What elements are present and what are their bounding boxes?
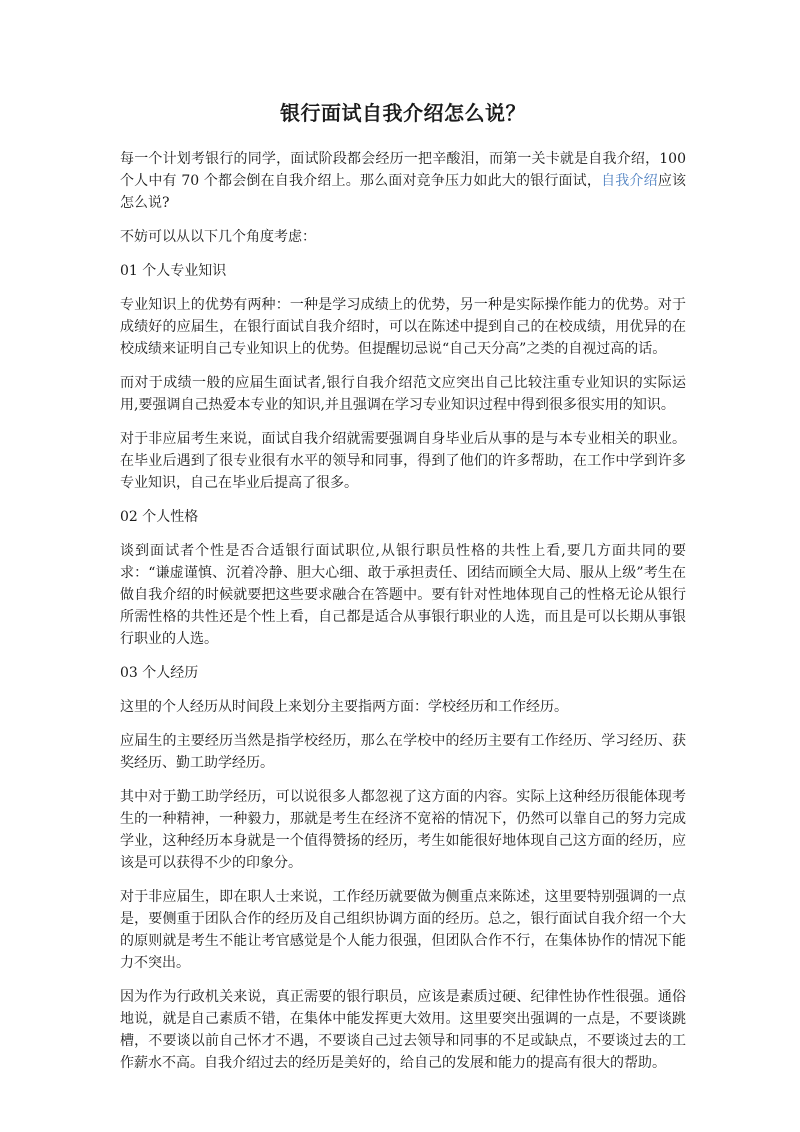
- lead-paragraph: 不妨可以从以下几个角度考虑：: [120, 229, 316, 245]
- intro-text-before: 每一个计划考银行的同学，面试阶段都会经历一把辛酸泪，而第一关卡就是自我介绍，100个人中有 70 个都会倒在自我介绍上。那么面对竞争压力如此大的银行面试，: [120, 151, 686, 189]
- paragraph: 专业知识上的优势有两种：一种是学习成绩上的优势，另一种是实际操作能力的优势。对于成绩好的应届生，在银行面试自我介绍时，可以在陈述中提到自己的在校成绩，用优异的在校成绩来证明自己专业知识上的优势。但提醒切忌说“自己天分高”之类的自视过高的话。: [120, 297, 686, 357]
- paragraph: 因为作为行政机关来说，真正需要的银行职员，应该是素质过硬、纪律性协作性很强。通俗地说，就是自己素质不错，在集体中能发挥更大效用。这里要突出强调的一点是，不要谈跳槽，不要谈以前自己怀才不遇，不要谈自己过去领导和同事的不足或缺点，不要谈过去的工作薪水不高。自我介绍过去的经历是美好的，给自己的发展和能力的提高有很大的帮助。: [120, 989, 686, 1071]
- paragraph: 而对于成绩一般的应届生面试者,银行自我介绍范文应突出自己比较注重专业知识的实际运用,要强调自己热爱本专业的知识,并且强调在学习专业知识过程中得到很多很实用的知识。: [120, 375, 686, 413]
- paragraph: 应届生的主要经历当然是指学校经历，那么在学校中的经历主要有工作经历、学习经历、获奖经历、勤工助学经历。: [120, 733, 686, 771]
- intro-paragraph: [120, 148, 686, 214]
- paragraph: 这里的个人经历从时间段上来划分主要指两方面：学校经历和工作经历。: [120, 699, 568, 715]
- intro-text-after: 应该怎么说?: [120, 173, 686, 211]
- document-page: [120, 98, 686, 1086]
- section-heading-professional-knowledge: 01 个人专业知识: [120, 263, 227, 279]
- section-heading-personality: 02 个人性格: [120, 509, 199, 525]
- paragraph: 其中对于勤工助学经历，可以说很多人都忽视了这方面的内容。实际上这种经历很能体现考生的一种精神，一种毅力，那就是考生在经济不宽裕的情况下，仍然可以靠自己的努力完成学业，这种经历本身就是一个值得赞扬的经历，考生如能很好地体现自己这方面的经历，应该是可以获得不少的印象分。: [120, 789, 686, 871]
- section-heading-experience: 03 个人经历: [120, 665, 199, 681]
- paragraph: 对于非应届生，即在职人士来说，工作经历就要做为侧重点来陈述，这里要特别强调的一点是，要侧重于团队合作的经历及自己组织协调方面的经历。总之，银行面试自我介绍一个大的原则就是考生不能让考官感觉是个人能力很强，但团队合作不行，在集体协作的情况下能力不突出。: [120, 889, 686, 971]
- document-title: 银行面试自我介绍怎么说？: [280, 101, 526, 125]
- paragraph: 谈到面试者个性是否合适银行面试职位,从银行职员性格的共性上看,要几方面共同的要求：“谦虚谨慎、沉着冷静、胆大心细、敢于承担责任、团结而顾全大局、服从上级”考生在做自我介绍的时候就要把这些要求融合在答题中。要有针对性地体现自己的性格无论从银行所需性格的共性还是个性上看，自己都是适合从事银行职业的人选，而且是可以长期从事银行职业的人选。: [120, 543, 686, 647]
- self-intro-link[interactable]: 自我介绍: [601, 173, 658, 189]
- paragraph: 对于非应届考生来说，面试自我介绍就需要强调自身毕业后从事的是与本专业相关的职业。在毕业后遇到了很专业很有水平的领导和同事，得到了他们的许多帮助，在工作中学到许多专业知识，自己在毕业后提高了很多。: [120, 431, 686, 491]
